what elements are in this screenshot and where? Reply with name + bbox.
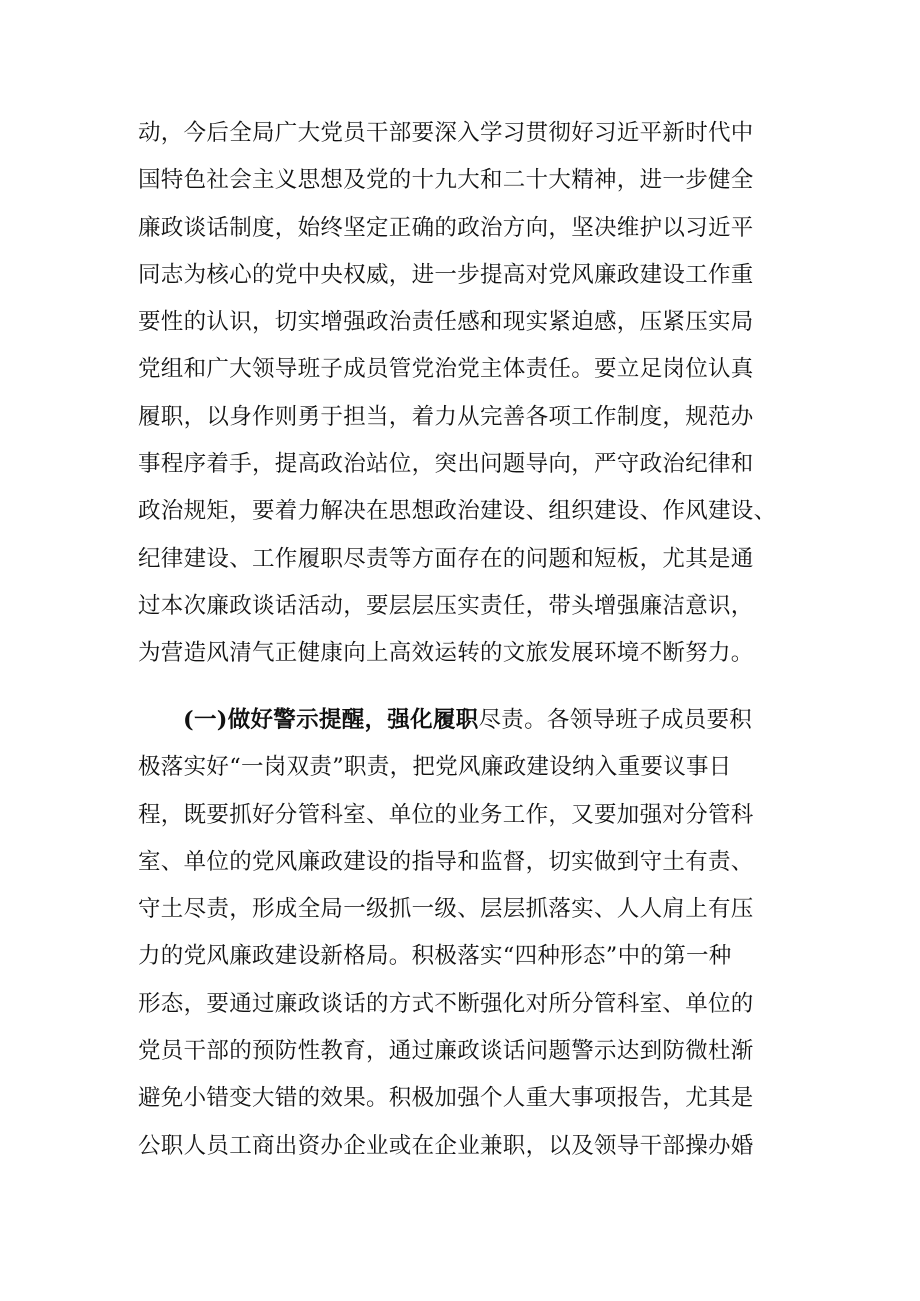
paragraph-line: 同志为核心的党中央权威，进一步提高对党风廉政建设工作重: [138, 261, 754, 288]
paragraph-line: 极落实好“一岗双责”职责，把党风廉政建设纳入重要议事日: [138, 754, 732, 781]
heading-continuation: 尽责。各领导班子成员要积: [478, 707, 753, 733]
paragraph-line: 事程序着手，提高政治站位，突出问题导向，严守政治纪律和: [138, 451, 754, 478]
paragraph-line: 廉政谈话制度，始终坚定正确的政治方向，坚决维护以习近平: [138, 214, 754, 241]
paragraph-line: 过本次廉政谈话活动，要层层压实责任，带头增强廉洁意识，: [138, 592, 754, 619]
paragraph-line: 要性的认识，切实增强政治责任感和现实紧迫感，压紧压实局: [138, 309, 754, 336]
paragraph-line: 形态，要通过廉政谈话的方式不断强化对所分管科室、单位的: [138, 990, 754, 1017]
paragraph-line: 党员干部的预防性教育，通过廉政谈话问题警示达到防微杜渐: [138, 1038, 754, 1065]
paragraph-line: 公职人员工商出资办企业或在企业兼职，以及领导干部操办婚: [138, 1132, 754, 1159]
paragraph-line: 动，今后全局广大党员干部要深入学习贯彻好习近平新时代中: [138, 120, 754, 146]
paragraph-1: [138, 110, 788, 678]
paragraph-line: 室、单位的党风廉政建设的指导和监督，切实做到守土有责、: [138, 848, 754, 875]
paragraph-line: 履职，以身作则勇于担当，着力从完善各项工作制度，规范办: [138, 403, 754, 430]
paragraph-line: 党组和广大领导班子成员管党治党主体责任。要立足岗位认真: [138, 356, 754, 383]
paragraph-line: 为营造风清气正健康向上高效运转的文旅发展环境不断努力。: [138, 640, 754, 667]
paragraph-line: 纪律建设、工作履职尽责等方面存在的问题和短板，尤其是通: [138, 545, 754, 572]
paragraph-line: 政治规矩，要着力解决在思想政治建设、组织建设、作风建设、: [138, 498, 777, 525]
paragraph-2: [138, 697, 788, 1170]
paragraph-first-line: [138, 697, 788, 744]
paragraph-line: 程，既要抓好分管科室、单位的业务工作，又要加强对分管科: [138, 801, 754, 828]
paragraph-line: 国特色社会主义思想及党的十九大和二十大精神，进一步健全: [138, 167, 754, 194]
section-heading: (一)做好警示提醒，强化履职: [183, 707, 479, 733]
paragraph-line: 守土尽责，形成全局一级抓一级、层层抓落实、人人肩上有压: [138, 896, 754, 923]
paragraph-line: 避免小错变大错的效果。积极加强个人重大事项报告，尤其是: [138, 1085, 754, 1112]
paragraph-line: 力的党风廉政建设新格局。积极落实“四种形态”中的第一种: [138, 943, 732, 970]
